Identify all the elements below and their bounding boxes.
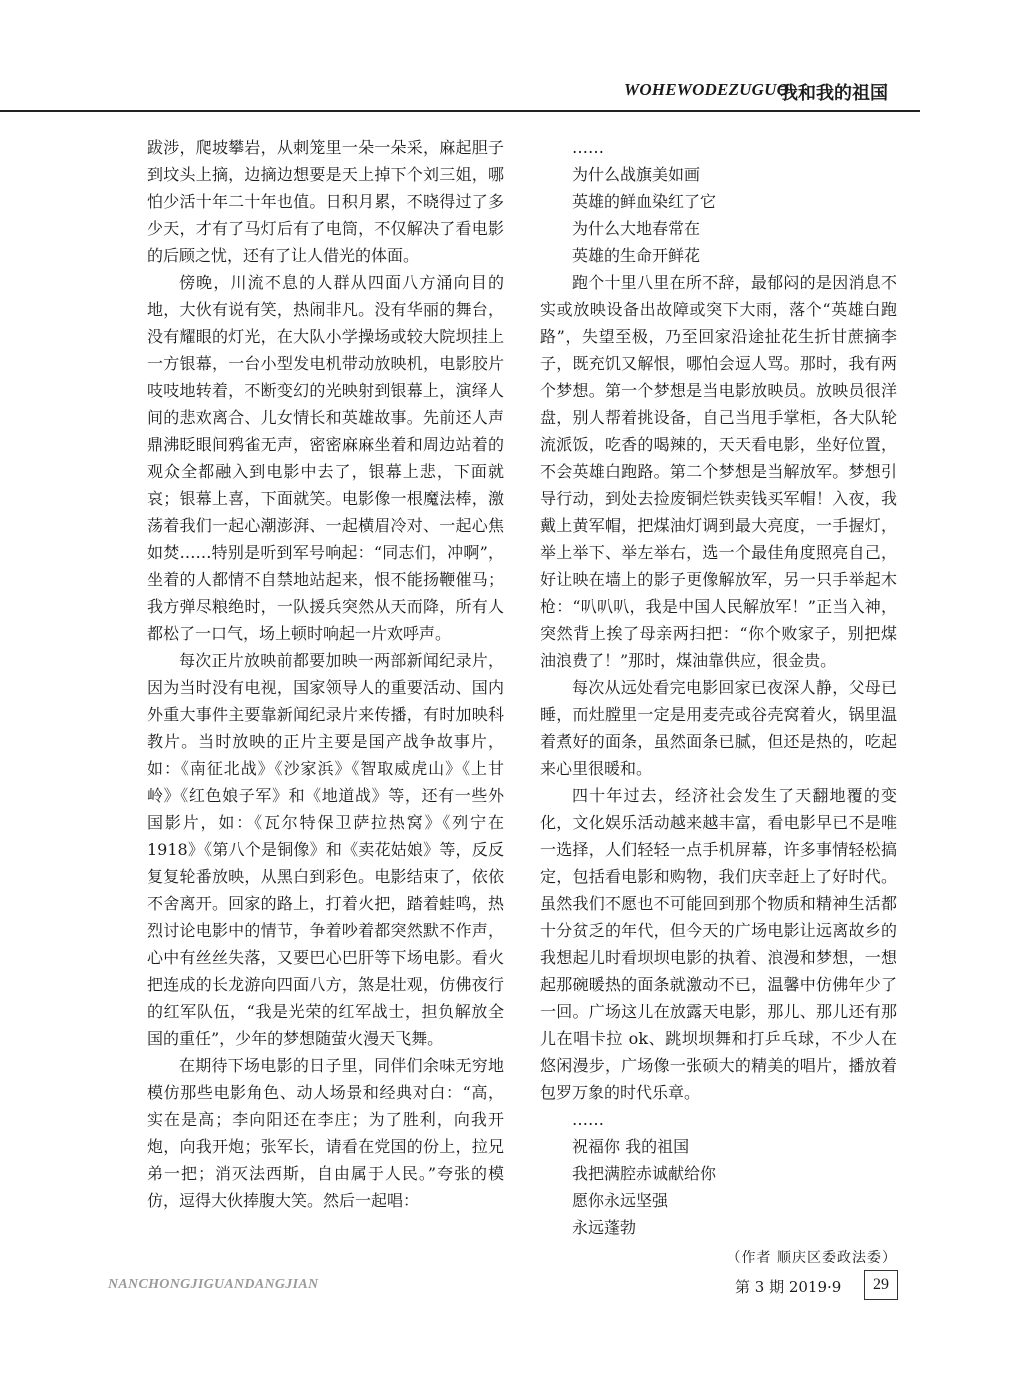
ellipsis: …… bbox=[572, 1110, 604, 1129]
left-column bbox=[147, 134, 504, 1214]
page-number: 29 bbox=[864, 1270, 898, 1300]
verse-line: 为什么战旗美如画 bbox=[572, 165, 701, 184]
paragraph: 在期待下场电影的日子里，同伴们余味无穷地模仿那些电影角色、动人场景和经典对白：“高，实在是高；李向阳还在李庄；为了胜利，向我开炮，向我开炮；张军长，请看在党国的份上，拉兄弟一把；消灭法西斯，自由属于人民。”夸张的模仿，逗得大伙捧腹大笑。然后一起唱： bbox=[147, 1056, 504, 1210]
paragraph: 每次正片放映前都要加映一两部新闻纪录片，因为当时没有电视，国家领导人的重要活动、国内外重大事件主要靠新闻纪录片来传播，有时加映科教片。当时放映的正片主要是国产战争故事片，如：《南征北战》《沙家浜》《智取威虎山》《上甘岭》《红色娘子军》和《地道战》等，还有一些外国影片，如：《瓦尔特保卫萨拉热窝》《列宁在 1918》《第八个是铜像》和《卖花姑娘》等，反反复复轮番放映，从黑白到彩色。电影结束了，依依不舍离开。回家的路上，打着火把，踏着蛙鸣，热烈讨论电影中的情节，争着吵着都突然默不作声，心中有丝丝失落，又要巴心巴肝等下场电影。看火把连成的长龙游向四面八方，煞是壮观，仿佛夜行的红军队伍，“我是光荣的红军战士，担负解放全国的重任”，少年的梦想随萤火漫天飞舞。 bbox=[147, 651, 504, 1048]
right-column bbox=[540, 134, 897, 1272]
author-signature: （作者 顺庆区委政法委） bbox=[726, 1250, 897, 1266]
page-header bbox=[0, 80, 1015, 110]
verse-line: 我把满腔赤诚献给你 bbox=[572, 1164, 717, 1183]
paragraph: 跑个十里八里在所不辞，最郁闷的是因消息不实或放映设备出故障或突下大雨，落个“英雄白跑路”，失望至极，乃至回家沿途扯花生折甘蔗摘李子，既充饥又解恨，哪怕会逗人骂。那时，我有两个梦想。第一个梦想是当电影放映员。放映员很洋盘，别人帮着挑设备，自己当甩手掌柜，各大队轮流派饭，吃香的喝辣的，天天看电影，坐好位置，不会英雄白跑路。第二个梦想是当解放军。梦想引导行动，到处去捡废铜烂铁卖钱买军帽！入夜，我戴上黄军帽，把煤油灯调到最大亮度，一手握灯，举上举下、举左举右，选一个最佳角度照亮自己，好让映在墙上的影子更像解放军，另一只手举起木枪：“叭叭叭，我是中国人民解放军！”正当入神，突然背上挨了母亲两扫把：“你个败家子，别把煤油浪费了！”那时，煤油靠供应，很金贵。 bbox=[540, 273, 897, 670]
header-column-title: 我和我的祖国 bbox=[780, 83, 888, 104]
verse-line: 英雄的鲜血染红了它 bbox=[572, 192, 717, 211]
ellipsis: …… bbox=[572, 138, 604, 157]
verse-line: 祝福你 我的祖国 bbox=[572, 1137, 690, 1156]
paragraph: 跋涉，爬坡攀岩，从刺笼里一朵一朵采，麻起胆子到坟头上摘，边摘边想要是天上掉下个刘三姐，哪怕少活十年二十年也值。日积月累，不晓得过了多少天，才有了马灯后有了电筒，不仅解决了看电影的后顾之忧，还有了让人借光的体面。 bbox=[147, 138, 504, 265]
paragraph: 四十年过去，经济社会发生了天翻地覆的变化，文化娱乐活动越来越丰富，看电影早已不是唯一选择，人们轻轻一点手机屏幕，许多事情轻松搞定，包括看电影和购物，我们庆幸赶上了好时代。虽然我们不愿也不可能回到那个物质和精神生活都十分贫乏的年代，但今天的广场电影让远离故乡的我想起儿时看坝坝电影的执着、浪漫和梦想，一想起那碗暖热的面条就激动不已，温馨中仿佛年少了一回。广场这儿在放露天电影，那儿、那儿还有那儿在唱卡拉 ok、跳坝坝舞和打乒乓球，不少人在悠闲漫步，广场像一张硕大的精美的唱片，播放着包罗万象的时代乐章。 bbox=[540, 786, 897, 1102]
verse-line: 永远蓬勃 bbox=[572, 1218, 637, 1237]
paragraph: 每次从远处看完电影回家已夜深人静，父母已睡，而灶膛里一定是用麦壳或谷壳窝着火，锅里温着煮好的面条，虽然面条已腻，但还是热的，吃起来心里很暖和。 bbox=[540, 678, 897, 778]
header-rule bbox=[0, 110, 920, 112]
paragraph: 傍晚，川流不息的人群从四面八方涌向目的地，大伙有说有笑，热闹非凡。没有华丽的舞台，没有耀眼的灯光，在大队小学操场或较大院坝挂上一方银幕，一台小型发电机带动放映机，电影胶片吱吱地转着，不断变幻的光映射到银幕上，演绎人间的悲欢离合、儿女情长和英雄故事。先前还人声鼎沸眨眼间鸦雀无声，密密麻麻坐着和周边站着的观众全都融入到电影中去了，银幕上悲，下面就哀；银幕上喜，下面就笑。电影像一根魔法棒，激荡着我们一起心潮澎湃、一起横眉冷对、一起心焦如焚……特别是听到军号响起：“同志们，冲啊”，坐着的人都情不自禁地站起来，恨不能扬鞭催马；我方弹尽粮绝时，一队援兵突然从天而降，所有人都松了一口气，场上顿时响起一片欢呼声。 bbox=[147, 273, 504, 643]
footer-publication-name: NANCHONGJIGUANDANGJIAN bbox=[108, 1277, 319, 1292]
verse-line: 为什么大地春常在 bbox=[572, 219, 701, 238]
footer-issue-date: 第 3 期 2019·9 bbox=[735, 1278, 842, 1296]
verse-line: 英雄的生命开鲜花 bbox=[572, 246, 701, 265]
verse-line: 愿你永远坚强 bbox=[572, 1191, 669, 1210]
header-latin-title: WOHEWODEZUGUO bbox=[624, 80, 790, 99]
